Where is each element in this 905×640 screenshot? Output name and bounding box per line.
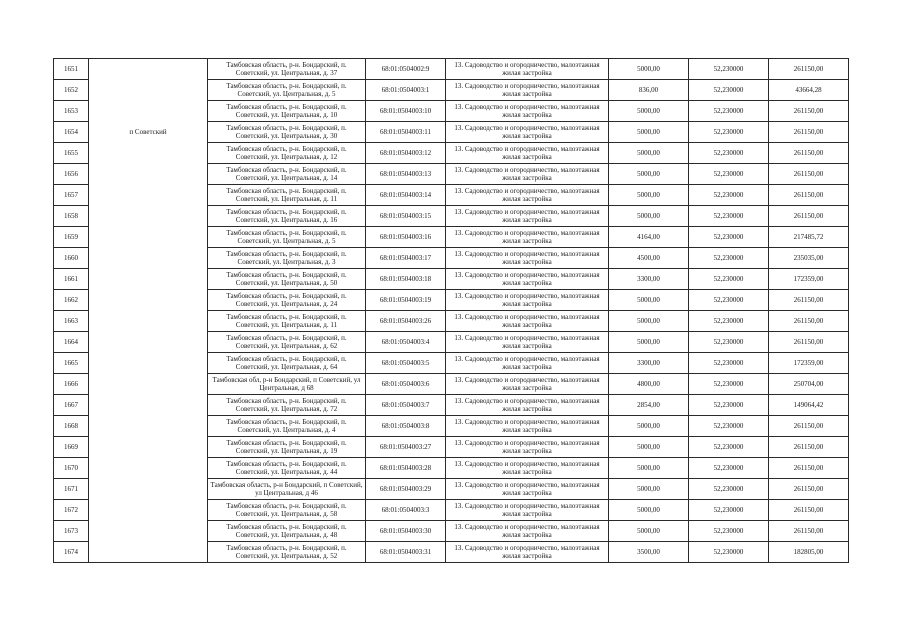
area-cell: 5000,00 — [609, 437, 689, 458]
address-cell: Тамбовская обл, р-н Бондарский, п Советский, ул Центральная, д 68 — [208, 374, 366, 395]
address-cell: Тамбовская область, р-н Бондарский, п Советский, ул Центральная, д 46 — [208, 479, 366, 500]
table-row — [54, 395, 849, 416]
area-cell: 4500,00 — [609, 248, 689, 269]
address-cell: Тамбовская область, р-н. Бондарский, п. Советский, ул. Центральная, д. 5 — [208, 227, 366, 248]
row-number-cell: 1654 — [54, 122, 89, 143]
table-row — [54, 374, 849, 395]
settlement-cell — [89, 311, 208, 332]
rate-cell: 52,230000 — [689, 542, 769, 563]
row-number-cell: 1651 — [54, 59, 89, 80]
land-use-cell: 13. Садоводство и огородничество, малоэтажная жилая застройка — [446, 437, 609, 458]
settlement-cell — [89, 143, 208, 164]
cadastral-value-cell: 261150,00 — [769, 521, 849, 542]
area-cell: 5000,00 — [609, 521, 689, 542]
cadastral-number-cell: 68:01:0504003:29 — [366, 479, 446, 500]
cadastral-value-cell: 172359,00 — [769, 269, 849, 290]
address-cell: Тамбовская область, р-н. Бондарский, п. Советский, ул. Центральная, д. 62 — [208, 332, 366, 353]
rate-cell: 52,230000 — [689, 437, 769, 458]
cadastral-number-cell: 68:01:0504003:28 — [366, 458, 446, 479]
cadastral-value-cell: 261150,00 — [769, 101, 849, 122]
settlement-cell — [89, 101, 208, 122]
row-number-cell: 1664 — [54, 332, 89, 353]
area-cell: 5000,00 — [609, 416, 689, 437]
row-number-cell: 1670 — [54, 458, 89, 479]
land-use-cell: 13. Садоводство и огородничество, малоэтажная жилая застройка — [446, 185, 609, 206]
cadastral-number-cell: 68:01:0504003:17 — [366, 248, 446, 269]
table-row — [54, 248, 849, 269]
address-cell: Тамбовская область, р-н. Бондарский, п. Советский, ул. Центральная, д. 24 — [208, 290, 366, 311]
land-use-cell: 13. Садоводство и огородничество, малоэтажная жилая застройка — [446, 59, 609, 80]
table-row — [54, 206, 849, 227]
settlement-cell — [89, 206, 208, 227]
land-use-cell: 13. Садоводство и огородничество, малоэтажная жилая застройка — [446, 122, 609, 143]
land-use-cell: 13. Садоводство и огородничество, малоэтажная жилая застройка — [446, 143, 609, 164]
cadastral-value-cell: 261150,00 — [769, 416, 849, 437]
land-use-cell: 13. Садоводство и огородничество, малоэтажная жилая застройка — [446, 500, 609, 521]
row-number-cell: 1662 — [54, 290, 89, 311]
land-use-cell: 13. Садоводство и огородничество, малоэтажная жилая застройка — [446, 479, 609, 500]
address-cell: Тамбовская область, р-н. Бондарский, п. Советский, ул. Центральная, д. 64 — [208, 353, 366, 374]
settlement-cell — [89, 521, 208, 542]
cadastral-number-cell: 68:01:0504003:7 — [366, 395, 446, 416]
rate-cell: 52,230000 — [689, 80, 769, 101]
land-use-cell: 13. Садоводство и огородничество, малоэтажная жилая застройка — [446, 101, 609, 122]
land-use-cell: 13. Садоводство и огородничество, малоэтажная жилая застройка — [446, 521, 609, 542]
cadastral-value-cell: 261150,00 — [769, 500, 849, 521]
cadastral-value-cell: 261150,00 — [769, 122, 849, 143]
settlement-cell — [89, 227, 208, 248]
rate-cell: 52,230000 — [689, 122, 769, 143]
area-cell: 5000,00 — [609, 290, 689, 311]
area-cell: 5000,00 — [609, 164, 689, 185]
area-cell: 836,00 — [609, 80, 689, 101]
rate-cell: 52,230000 — [689, 269, 769, 290]
address-cell: Тамбовская область, р-н. Бондарский, п. Советский, ул. Центральная, д. 37 — [208, 59, 366, 80]
rate-cell: 52,230000 — [689, 248, 769, 269]
land-use-cell: 13. Садоводство и огородничество, малоэтажная жилая застройка — [446, 395, 609, 416]
settlement-cell — [89, 458, 208, 479]
row-number-cell: 1653 — [54, 101, 89, 122]
area-cell: 5000,00 — [609, 332, 689, 353]
rate-cell: 52,230000 — [689, 143, 769, 164]
land-use-cell: 13. Садоводство и огородничество, малоэтажная жилая застройка — [446, 227, 609, 248]
land-use-cell: 13. Садоводство и огородничество, малоэтажная жилая застройка — [446, 311, 609, 332]
cadastral-number-cell: 68:01:0504003:27 — [366, 437, 446, 458]
row-number-cell: 1674 — [54, 542, 89, 563]
rate-cell: 52,230000 — [689, 311, 769, 332]
row-number-cell: 1658 — [54, 206, 89, 227]
settlement-cell — [89, 542, 208, 563]
table-row — [54, 164, 849, 185]
table-row — [54, 143, 849, 164]
settlement-cell — [89, 374, 208, 395]
area-cell: 4800,00 — [609, 374, 689, 395]
settlement-cell — [89, 248, 208, 269]
rate-cell: 52,230000 — [689, 59, 769, 80]
row-number-cell: 1672 — [54, 500, 89, 521]
area-cell: 2854,00 — [609, 395, 689, 416]
cadastral-number-cell: 68:01:0504003:5 — [366, 353, 446, 374]
settlement-cell — [89, 164, 208, 185]
cadastral-value-cell: 172359,00 — [769, 353, 849, 374]
table-row — [54, 101, 849, 122]
land-use-cell: 13. Садоводство и огородничество, малоэтажная жилая застройка — [446, 542, 609, 563]
row-number-cell: 1667 — [54, 395, 89, 416]
row-number-cell: 1663 — [54, 311, 89, 332]
table-row — [54, 311, 849, 332]
rate-cell: 52,230000 — [689, 164, 769, 185]
area-cell: 5000,00 — [609, 479, 689, 500]
cadastral-value-cell: 261150,00 — [769, 206, 849, 227]
area-cell: 3500,00 — [609, 542, 689, 563]
table-body — [54, 59, 849, 563]
row-number-cell: 1657 — [54, 185, 89, 206]
table-row — [54, 227, 849, 248]
settlement-cell — [89, 479, 208, 500]
cadastral-number-cell: 68:01:0504003:10 — [366, 101, 446, 122]
area-cell: 5000,00 — [609, 458, 689, 479]
address-cell: Тамбовская область, р-н. Бондарский, п. Советский, ул. Центральная, д. 52 — [208, 542, 366, 563]
rate-cell: 52,230000 — [689, 395, 769, 416]
table-row — [54, 479, 849, 500]
cadastral-value-cell: 261150,00 — [769, 59, 849, 80]
rate-cell: 52,230000 — [689, 101, 769, 122]
rate-cell: 52,230000 — [689, 521, 769, 542]
table-row — [54, 353, 849, 374]
rate-cell: 52,230000 — [689, 353, 769, 374]
cadastral-number-cell: 68:01:0504003:16 — [366, 227, 446, 248]
address-cell: Тамбовская область, р-н. Бондарский, п. Советский, ул. Центральная, д. 72 — [208, 395, 366, 416]
address-cell: Тамбовская область, р-н. Бондарский, п. Советский, ул. Центральная, д. 5 — [208, 80, 366, 101]
address-cell: Тамбовская область, р-н. Бондарский, п. Советский, ул. Центральная, д. 30 — [208, 122, 366, 143]
area-cell: 5000,00 — [609, 143, 689, 164]
cadastral-value-cell: 261150,00 — [769, 185, 849, 206]
cadastral-number-cell: 68:01:0504003:3 — [366, 500, 446, 521]
land-use-cell: 13. Садоводство и огородничество, малоэтажная жилая застройка — [446, 206, 609, 227]
address-cell: Тамбовская область, р-н. Бондарский, п. Советский, ул. Центральная, д. 11 — [208, 311, 366, 332]
land-use-cell: 13. Садоводство и огородничество, малоэтажная жилая застройка — [446, 290, 609, 311]
address-cell: Тамбовская область, р-н. Бондарский, п. Советский, ул. Центральная, д. 14 — [208, 164, 366, 185]
cadastral-value-cell: 261150,00 — [769, 143, 849, 164]
area-cell: 5000,00 — [609, 500, 689, 521]
area-cell: 5000,00 — [609, 185, 689, 206]
cadastral-value-cell: 261150,00 — [769, 311, 849, 332]
table-row — [54, 332, 849, 353]
row-number-cell: 1661 — [54, 269, 89, 290]
cadastral-value-cell: 217485,72 — [769, 227, 849, 248]
area-cell: 5000,00 — [609, 59, 689, 80]
settlement-cell — [89, 59, 208, 80]
cadastral-number-cell: 68:01:0504002:9 — [366, 59, 446, 80]
row-number-cell: 1655 — [54, 143, 89, 164]
land-use-cell: 13. Садоводство и огородничество, малоэтажная жилая застройка — [446, 353, 609, 374]
address-cell: Тамбовская область, р-н. Бондарский, п. Советский, ул. Центральная, д. 19 — [208, 437, 366, 458]
table-row — [54, 185, 849, 206]
settlement-cell — [89, 416, 208, 437]
address-cell: Тамбовская область, р-н. Бондарский, п. Советский, ул. Центральная, д. 16 — [208, 206, 366, 227]
settlement-cell — [89, 290, 208, 311]
rate-cell: 52,230000 — [689, 458, 769, 479]
area-cell: 4164,00 — [609, 227, 689, 248]
cadastral-value-cell: 182805,00 — [769, 542, 849, 563]
rate-cell: 52,230000 — [689, 332, 769, 353]
table-row — [54, 437, 849, 458]
rate-cell: 52,230000 — [689, 227, 769, 248]
settlement-cell — [89, 353, 208, 374]
row-number-cell: 1673 — [54, 521, 89, 542]
address-cell: Тамбовская область, р-н. Бондарский, п. Советский, ул. Центральная, д. 10 — [208, 101, 366, 122]
table-row — [54, 542, 849, 563]
settlement-label: п Советский — [89, 122, 208, 143]
settlement-cell — [89, 80, 208, 101]
settlement-cell — [89, 332, 208, 353]
land-use-cell: 13. Садоводство и огородничество, малоэтажная жилая застройка — [446, 248, 609, 269]
land-use-cell: 13. Садоводство и огородничество, малоэтажная жилая застройка — [446, 416, 609, 437]
table-row — [54, 521, 849, 542]
table-row — [54, 416, 849, 437]
cadastral-value-cell: 261150,00 — [769, 479, 849, 500]
rate-cell: 52,230000 — [689, 500, 769, 521]
land-use-cell: 13. Садоводство и огородничество, малоэтажная жилая застройка — [446, 332, 609, 353]
cadastral-value-cell: 235035,00 — [769, 248, 849, 269]
table-row — [54, 458, 849, 479]
area-cell: 3300,00 — [609, 269, 689, 290]
area-cell: 5000,00 — [609, 122, 689, 143]
address-cell: Тамбовская область, р-н. Бондарский, п. Советский, ул. Центральная, д. 58 — [208, 500, 366, 521]
cadastral-value-cell: 261150,00 — [769, 290, 849, 311]
settlement-cell — [89, 437, 208, 458]
address-cell: Тамбовская область, р-н. Бондарский, п. Советский, ул. Центральная, д. 3 — [208, 248, 366, 269]
area-cell: 5000,00 — [609, 101, 689, 122]
cadastral-number-cell: 68:01:0504003:26 — [366, 311, 446, 332]
area-cell: 3300,00 — [609, 353, 689, 374]
cadastral-number-cell: 68:01:0504003:4 — [366, 332, 446, 353]
address-cell: Тамбовская область, р-н. Бондарский, п. Советский, ул. Центральная, д. 4 — [208, 416, 366, 437]
cadastral-number-cell: 68:01:0504003:19 — [366, 290, 446, 311]
area-cell: 5000,00 — [609, 206, 689, 227]
address-cell: Тамбовская область, р-н. Бондарский, п. Советский, ул. Центральная, д. 12 — [208, 143, 366, 164]
cadastral-number-cell: 68:01:0504003:14 — [366, 185, 446, 206]
cadastral-number-cell: 68:01:0504003:1 — [366, 80, 446, 101]
row-number-cell: 1671 — [54, 479, 89, 500]
area-cell: 5000,00 — [609, 311, 689, 332]
land-use-cell: 13. Садоводство и огородничество, малоэтажная жилая застройка — [446, 374, 609, 395]
cadastral-value-cell: 261150,00 — [769, 164, 849, 185]
cadastral-number-cell: 68:01:0504003:12 — [366, 143, 446, 164]
cadastral-number-cell: 68:01:0504003:13 — [366, 164, 446, 185]
cadastral-value-cell: 149064,42 — [769, 395, 849, 416]
rate-cell: 52,230000 — [689, 416, 769, 437]
row-number-cell: 1656 — [54, 164, 89, 185]
address-cell: Тамбовская область, р-н. Бондарский, п. Советский, ул. Центральная, д. 50 — [208, 269, 366, 290]
address-cell: Тамбовская область, р-н. Бондарский, п. Советский, ул. Центральная, д. 48 — [208, 521, 366, 542]
address-cell: Тамбовская область, р-н. Бондарский, п. Советский, ул. Центральная, д. 44 — [208, 458, 366, 479]
land-use-cell: 13. Садоводство и огородничество, малоэтажная жилая застройка — [446, 269, 609, 290]
cadastral-value-cell: 261150,00 — [769, 458, 849, 479]
cadastral-number-cell: 68:01:0504003:11 — [366, 122, 446, 143]
cadastral-number-cell: 68:01:0504003:31 — [366, 542, 446, 563]
cadastral-value-cell: 261150,00 — [769, 332, 849, 353]
land-use-cell: 13. Садоводство и огородничество, малоэтажная жилая застройка — [446, 458, 609, 479]
rate-cell: 52,230000 — [689, 185, 769, 206]
cadastral-value-cell: 43664,28 — [769, 80, 849, 101]
table-row — [54, 269, 849, 290]
land-plot-table — [53, 58, 849, 563]
row-number-cell: 1668 — [54, 416, 89, 437]
row-number-cell: 1666 — [54, 374, 89, 395]
table-row — [54, 122, 849, 143]
cadastral-number-cell: 68:01:0504003:15 — [366, 206, 446, 227]
cadastral-number-cell: 68:01:0504003:18 — [366, 269, 446, 290]
table-row — [54, 290, 849, 311]
table-row — [54, 80, 849, 101]
settlement-cell — [89, 185, 208, 206]
cadastral-number-cell: 68:01:0504003:8 — [366, 416, 446, 437]
cadastral-value-cell: 261150,00 — [769, 437, 849, 458]
rate-cell: 52,230000 — [689, 374, 769, 395]
rate-cell: 52,230000 — [689, 479, 769, 500]
cadastral-number-cell: 68:01:0504003:30 — [366, 521, 446, 542]
rate-cell: 52,230000 — [689, 206, 769, 227]
cadastral-number-cell: 68:01:0504003:6 — [366, 374, 446, 395]
row-number-cell: 1669 — [54, 437, 89, 458]
cadastral-value-cell: 250704,00 — [769, 374, 849, 395]
row-number-cell: 1665 — [54, 353, 89, 374]
table-row — [54, 500, 849, 521]
land-use-cell: 13. Садоводство и огородничество, малоэтажная жилая застройка — [446, 164, 609, 185]
row-number-cell: 1659 — [54, 227, 89, 248]
table-row — [54, 59, 849, 80]
row-number-cell: 1652 — [54, 80, 89, 101]
settlement-cell — [89, 500, 208, 521]
land-use-cell: 13. Садоводство и огородничество, малоэтажная жилая застройка — [446, 80, 609, 101]
settlement-cell — [89, 269, 208, 290]
row-number-cell: 1660 — [54, 248, 89, 269]
address-cell: Тамбовская область, р-н. Бондарский, п. Советский, ул. Центральная, д. 11 — [208, 185, 366, 206]
rate-cell: 52,230000 — [689, 290, 769, 311]
settlement-cell — [89, 395, 208, 416]
